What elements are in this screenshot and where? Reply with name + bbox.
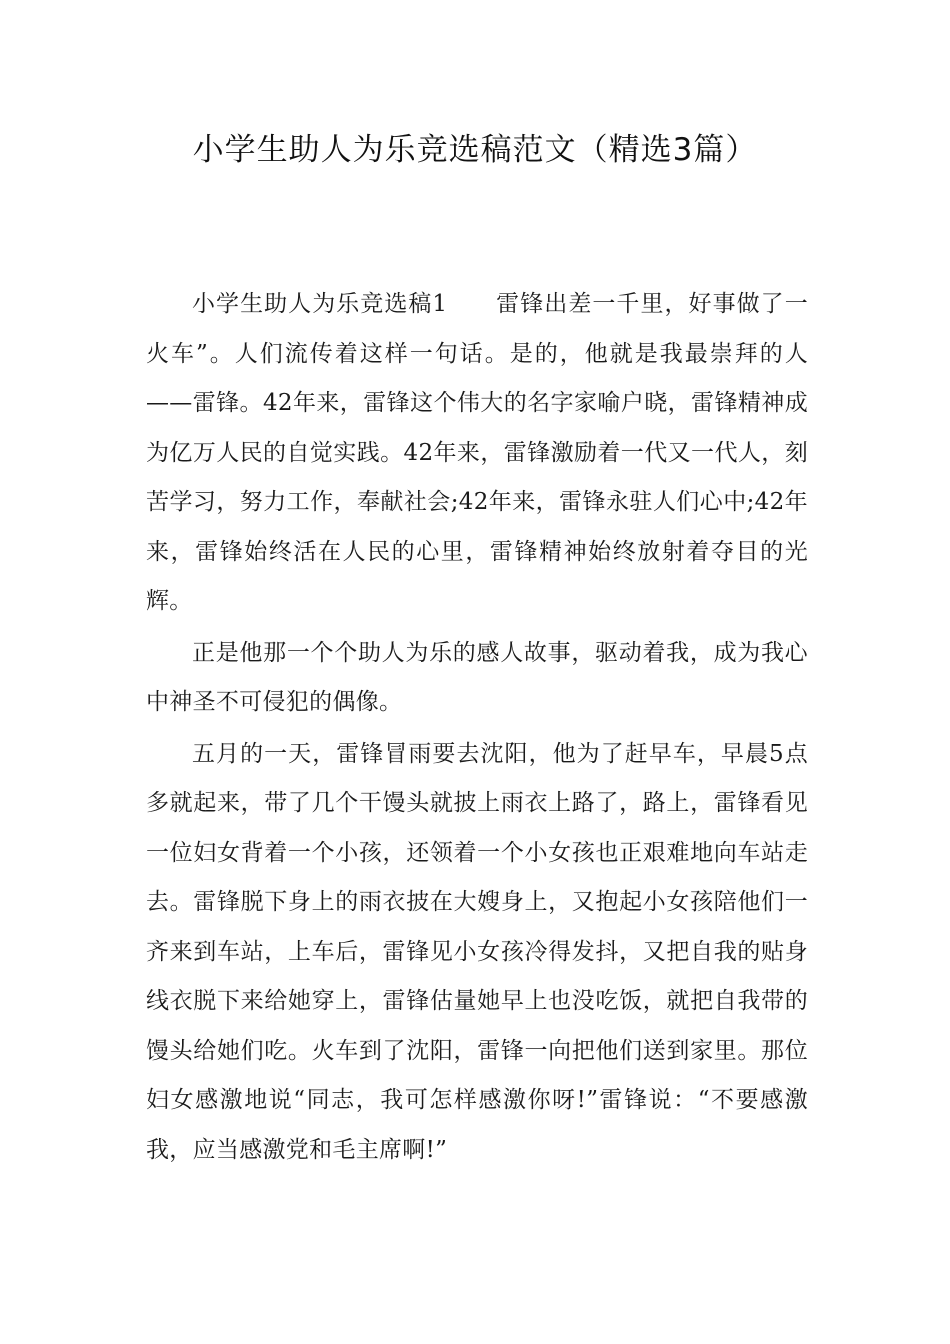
document-body xyxy=(146,280,808,1177)
document-title: 小学生助人为乐竞选稿范文（精选3篇） xyxy=(192,132,758,168)
paragraph-2: 正是他那一个个助人为乐的感人故事，驱动着我，成为我心中神圣不可侵犯的偶像。 xyxy=(146,639,808,715)
paragraph-1: 小学生助人为乐竞选稿1 雷锋出差一千里，好事做了一火车”。人们流传着这样一句话。是的，他就是我最崇拜的人——雷锋。42年来，雷锋这个伟大的名字家喻户晓，雷锋精神成为亿万人民的自觉实践。42年来，雷锋激励着一代又一代人，刻苦学习，努力工作，奉献社会;42年来，雷锋永驻人们心中;42年来，雷锋始终活在人民的心里，雷锋精神始终放射着夺目的光辉。 xyxy=(146,291,808,614)
paragraph-3: 五月的一天，雷锋冒雨要去沈阳，他为了赶早车，早晨5点多就起来，带了几个干馒头就披上雨衣上路了，路上，雷锋看见一位妇女背着一个小孩，还领着一个小女孩也正艰难地向车站走去。雷锋脱下身上的雨衣披在大嫂身上，又抱起小女孩陪他们一齐来到车站，上车后，雷锋见小女孩冷得发抖，又把自我的贴身线衣脱下来给她穿上，雷锋估量她早上也没吃饭，就把自我带的馒头给她们吃。火车到了沈阳，雷锋一向把他们送到家里。那位妇女感激地说“同志，我可怎样感激你呀!”雷锋说：“不要感激我，应当感激党和毛主席啊!” xyxy=(146,740,808,1163)
